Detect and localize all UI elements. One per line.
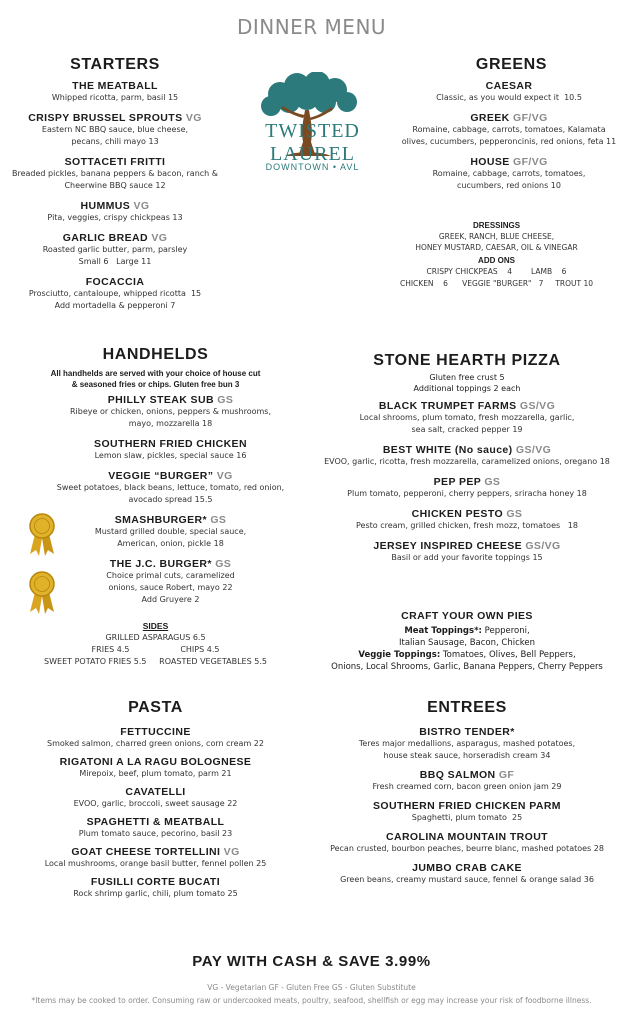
dressings-line-1: GREEK, RANCH, BLUE CHEESE, — [438, 232, 555, 241]
starters-list — [0, 80, 230, 320]
menu-item-name — [30, 558, 311, 570]
menu-item-description: Basil or add your favorite toppings 15 — [391, 553, 543, 562]
menu-item — [311, 476, 623, 500]
menu-item-description: Rock shrimp garlic, chili, plum tomato 25 — [73, 889, 238, 898]
menu-item — [0, 156, 230, 192]
pay-cash-banner: PAY WITH CASH & SAVE 3.99% — [192, 953, 431, 970]
pasta-section — [0, 699, 311, 717]
menu-item-title: CRISPY BRUSSEL SPROUTS — [28, 112, 183, 124]
dietary-tag: GF/VG — [513, 156, 548, 168]
dietary-tag: GS — [217, 394, 234, 406]
sides-section — [0, 621, 311, 668]
menu-item — [0, 786, 311, 810]
award-ribbon-icon — [25, 570, 59, 618]
veggie-toppings-text-2: Onions, Local Shrooms, Garlic, Banana Peppers, Cherry Peppers — [331, 662, 603, 672]
menu-item-description: Breaded pickles, banana peppers & bacon, ranch & — [11, 169, 219, 178]
menu-item-description: Add Gruyere 2 — [141, 595, 200, 604]
greens-section — [400, 56, 623, 74]
menu-item-name — [395, 156, 623, 168]
menu-item — [395, 156, 623, 192]
sides-line-1: GRILLED ASPARAGUS 6.5 — [105, 633, 206, 642]
dietary-tag: GS — [484, 476, 501, 488]
meat-toppings-text-2: Italian Sausage, Bacon, Chicken — [398, 638, 536, 648]
starters-heading: STARTERS — [70, 56, 160, 73]
menu-item — [311, 400, 623, 436]
award-ribbon-icon — [25, 512, 59, 560]
menu-item-description: Plum tomato, pepperoni, cherry peppers, sriracha honey 18 — [347, 489, 587, 498]
menu-item-title: THE MEATBALL — [72, 80, 158, 92]
menu-item — [311, 444, 623, 468]
handhelds-note-1: All handhelds are served with your choice of house cut — [50, 369, 261, 378]
dietary-tag: GS — [506, 508, 523, 520]
menu-item-title: CAROLINA MOUNTAIN TROUT — [385, 831, 548, 843]
menu-item-description: American, onion, pickle 18 — [117, 539, 224, 548]
handhelds-list — [30, 394, 311, 614]
menu-item-title: FETTUCCINE — [120, 726, 191, 738]
menu-item-description: pecans, chili mayo 13 — [71, 137, 159, 146]
sides-heading: SIDES — [142, 621, 169, 631]
greens-extras — [370, 220, 623, 290]
menu-item-description: cucumbers, red onions 10 — [457, 181, 561, 190]
menu-item — [0, 756, 311, 780]
menu-item-title: BISTRO TENDER* — [419, 726, 515, 738]
menu-item-name — [395, 80, 623, 92]
menu-item-description: Roasted garlic butter, parm, parsley — [42, 245, 188, 254]
menu-item — [311, 800, 623, 824]
menu-item-title: SPAGHETTI & MEATBALL — [86, 816, 225, 828]
menu-item — [30, 438, 311, 462]
craft-heading: CRAFT YOUR OWN PIES — [401, 610, 533, 622]
menu-item-title: VEGGIE “BURGER” — [108, 470, 214, 482]
menu-item-name — [0, 876, 311, 888]
menu-item-name — [0, 232, 230, 244]
menu-item-name — [311, 540, 623, 552]
menu-item — [0, 726, 311, 750]
dressings-heading: DRESSINGS — [472, 221, 521, 230]
menu-item-title: JUMBO CRAB CAKE — [412, 862, 522, 874]
menu-item-description: Romaine, cabbage, carrots, tomatoes, — [432, 169, 586, 178]
menu-item-title: SOUTHERN FRIED CHICKEN — [94, 438, 247, 450]
craft-pies — [311, 610, 623, 673]
menu-item — [311, 862, 623, 886]
dietary-tag: VG — [223, 846, 240, 858]
greens-heading: GREENS — [475, 56, 548, 73]
menu-item-title: RIGATONI A LA RAGU BOLOGNESE — [59, 756, 252, 768]
menu-item-title: PEP PEP — [433, 476, 482, 488]
menu-item-name — [311, 476, 623, 488]
menu-item-name — [0, 816, 311, 828]
menu-item-title: SMASHBURGER* — [114, 514, 207, 526]
menu-item-title: FOCACCIA — [85, 276, 145, 288]
meat-toppings-text-1: Pepperoni, — [484, 626, 530, 636]
dietary-tag: GS/VG — [525, 540, 561, 552]
menu-item — [0, 232, 230, 268]
starters-section — [0, 56, 230, 74]
menu-item-name — [395, 112, 623, 124]
menu-item-name — [0, 726, 311, 738]
menu-title: DINNER MENU — [236, 15, 387, 39]
menu-item-name — [0, 80, 230, 92]
menu-item-description: Prosciutto, cantaloupe, whipped ricotta 15 — [28, 289, 202, 298]
dietary-tag: GS/VG — [519, 400, 556, 412]
menu-item — [395, 80, 623, 104]
menu-item-description: EVOO, garlic, ricotta, fresh mozzarella, caramelized onions, oregano 18 — [324, 457, 610, 466]
menu-item-description: Pesto cream, grilled chicken, fresh mozz, tomatoes 18 — [356, 521, 578, 530]
menu-item-description: sea salt, cracked pepper 19 — [411, 425, 523, 434]
menu-item-description: Small 6 Large 11 — [78, 257, 152, 266]
menu-item-description: avocado spread 15.5 — [128, 495, 213, 504]
menu-item — [311, 831, 623, 855]
menu-item-title: CAESAR — [485, 80, 533, 92]
menu-item-description: Sweet potatoes, black beans, lettuce, tomato, red onion, — [56, 483, 285, 492]
menu-item-description: Green beans, creamy mustard sauce, fennel & orange salad 36 — [340, 875, 594, 884]
dietary-tag: VG — [216, 470, 233, 482]
menu-item-name — [311, 726, 623, 738]
menu-item-title: FUSILLI CORTE BUCATI — [90, 876, 221, 888]
menu-item — [311, 769, 623, 793]
menu-item-title: BBQ SALMON — [419, 769, 496, 781]
dietary-tag: GS — [215, 558, 232, 570]
menu-item — [311, 726, 623, 762]
menu-item-title: CHICKEN PESTO — [411, 508, 504, 520]
entrees-list — [311, 726, 623, 893]
menu-item-name — [311, 862, 623, 874]
menu-item-description: Whipped ricotta, parm, basil 15 — [51, 93, 179, 102]
menu-item-name — [30, 394, 311, 406]
menu-item — [0, 846, 311, 870]
menu-item-description: EVOO, garlic, broccoli, sweet sausage 22 — [73, 799, 238, 808]
menu-item-description: Local shrooms, plum tomato, fresh mozzarella, garlic, — [359, 413, 575, 422]
menu-item-title: HOUSE — [470, 156, 510, 168]
menu-item-name — [0, 156, 230, 168]
menu-item — [395, 112, 623, 148]
menu-item-title: SOUTHERN FRIED CHICKEN PARM — [373, 800, 561, 812]
brand-location: DOWNTOWN • AVL — [265, 162, 360, 172]
pizza-note-1: Gluten free crust 5 — [429, 373, 505, 382]
dietary-legend: VG - Vegetarian GF - Gluten Free GS - Gluten Substitute — [207, 983, 416, 992]
menu-item-description: Lemon slaw, pickles, special sauce 16 — [94, 451, 247, 460]
sides-line-3: SWEET POTATO FRIES 5.5 ROASTED VEGETABLES 5.5 — [44, 657, 267, 666]
menu-item — [311, 540, 623, 564]
menu-item-title: BEST WHITE (No sauce) — [382, 444, 513, 456]
meat-toppings — [311, 625, 623, 637]
menu-item-description: Choice primal cuts, caramelized — [106, 571, 235, 580]
menu-item-description: house steak sauce, horseradish cream 34 — [383, 751, 551, 760]
dietary-tag: VG — [185, 112, 202, 124]
menu-item-name — [0, 276, 230, 288]
menu-item — [0, 876, 311, 900]
menu-item — [0, 80, 230, 104]
menu-item-description: olives, cucumbers, pepperoncinis, red onions, feta 11 — [401, 137, 617, 146]
menu-item-description: Eastern NC BBQ sauce, blue cheese, — [41, 125, 189, 134]
menu-item — [0, 200, 230, 224]
menu-item-name — [311, 831, 623, 843]
menu-item-name — [0, 756, 311, 768]
menu-item — [0, 112, 230, 148]
pasta-heading: PASTA — [128, 699, 183, 716]
menu-item-title: JERSEY INSPIRED CHEESE — [373, 540, 523, 552]
dietary-tag: GS — [210, 514, 227, 526]
menu-item-name — [30, 514, 311, 526]
menu-item-name — [311, 800, 623, 812]
sides-line-2: FRIES 4.5 CHIPS 4.5 — [91, 645, 220, 654]
menu-item — [30, 514, 311, 550]
menu-item-description: Mirepoix, beef, plum tomato, parm 21 — [79, 769, 232, 778]
menu-item-description: Fresh creamed corn, bacon green onion jam 29 — [372, 782, 562, 791]
menu-item-title: SOTTACETI FRITTI — [64, 156, 166, 168]
dietary-tag: GF — [498, 769, 515, 781]
dietary-tag: GF/VG — [513, 112, 548, 124]
dietary-tag: GS/VG — [515, 444, 552, 456]
menu-item-title: PHILLY STEAK SUB — [107, 394, 214, 406]
menu-item-title: BLACK TRUMPET FARMS — [378, 400, 517, 412]
menu-item-description: Romaine, cabbage, carrots, tomatoes, Kalamata — [412, 125, 606, 134]
menu-item-description: Teres major medallions, asparagus, mashed potatoes, — [358, 739, 576, 748]
menu-item-title: GARLIC BREAD — [62, 232, 148, 244]
disclaimer: *Items may be cooked to order. Consuming raw or undercooked meats, poultry, seafood, shellfish or egg may increase your risk of foodborne illness. — [31, 996, 592, 1005]
menu-item-description: Cheerwine BBQ sauce 12 — [64, 181, 166, 190]
meat-toppings-label: Meat Toppings*: — [404, 626, 482, 636]
menu-item-title: GOAT CHEESE TORTELLINI — [71, 846, 221, 858]
dressings-line-2: HONEY MUSTARD, CAESAR, OIL & VINEGAR — [415, 243, 578, 252]
pasta-list — [0, 726, 311, 906]
addons-line-1: CRISPY CHICKPEAS 4 LAMB 6 — [426, 267, 567, 276]
menu-item — [0, 276, 230, 312]
veggie-toppings — [311, 649, 623, 661]
menu-item-description: Local mushrooms, orange basil butter, fennel pollen 25 — [44, 859, 267, 868]
brand-logo — [225, 72, 400, 182]
menu-item-name — [0, 200, 230, 212]
menu-item — [0, 816, 311, 840]
menu-item-name — [30, 438, 311, 450]
menu-item — [30, 394, 311, 430]
menu-item — [30, 470, 311, 506]
menu-item-description: Pita, veggies, crispy chickpeas 13 — [47, 213, 183, 222]
pizza-section — [311, 352, 623, 394]
addons-line-2: CHICKEN 6 VEGGIE "BURGER" 7 TROUT 10 — [399, 279, 594, 288]
greens-list — [395, 80, 623, 200]
handhelds-note-2: & seasoned fries or chips. Gluten free bun 3 — [71, 380, 240, 389]
menu-item-description: Mustard grilled double, special sauce, — [94, 527, 247, 536]
menu-item-name — [311, 769, 623, 781]
menu-item-name — [0, 786, 311, 798]
pizza-heading: STONE HEARTH PIZZA — [373, 352, 561, 369]
menu-item-name — [311, 444, 623, 456]
pizza-note-2: Additional toppings 2 each — [413, 384, 521, 393]
menu-item-title: HUMMUS — [80, 200, 131, 212]
pizza-list — [311, 400, 623, 572]
dietary-tag: VG — [151, 232, 168, 244]
menu-item-name — [0, 846, 311, 858]
menu-item-description: onions, sauce Robert, mayo 22 — [108, 583, 233, 592]
menu-item-description: Smoked salmon, charred green onions, corn cream 22 — [47, 739, 264, 748]
menu-item — [30, 558, 311, 606]
veggie-toppings-text-1: Tomatoes, Olives, Bell Peppers, — [442, 650, 576, 660]
menu-item — [311, 508, 623, 532]
menu-item-name — [311, 508, 623, 520]
menu-item-description: Pecan crusted, bourbon peaches, beurre blanc, mashed potatoes 28 — [330, 844, 604, 853]
brand-name: TWISTED LAUREL — [265, 120, 360, 165]
dietary-tag: VG — [133, 200, 150, 212]
veggie-toppings-label: Veggie Toppings: — [358, 650, 441, 660]
entrees-heading: ENTREES — [427, 699, 507, 716]
menu-item-description: Spaghetti, plum tomato 25 — [411, 813, 523, 822]
menu-item-title: GREEK — [470, 112, 510, 124]
handhelds-section — [0, 346, 311, 390]
menu-item-description: Classic, as you would expect it 10.5 — [436, 93, 582, 102]
menu-item-title: THE J.C. BURGER* — [109, 558, 212, 570]
menu-item-description: mayo, mozzarella 18 — [128, 419, 213, 428]
menu-item-name — [311, 400, 623, 412]
menu-item-description: Add mortadella & pepperoni 7 — [54, 301, 176, 310]
menu-item-name — [0, 112, 230, 124]
handhelds-heading: HANDHELDS — [102, 346, 209, 363]
menu-item-name — [30, 470, 311, 482]
entrees-section — [311, 699, 623, 717]
menu-item-description: Ribeye or chicken, onions, peppers & mushrooms, — [70, 407, 271, 416]
addons-heading: ADD ONS — [478, 256, 515, 265]
menu-item-title: CAVATELLI — [125, 786, 186, 798]
menu-item-description: Plum tomato sauce, pecorino, basil 23 — [78, 829, 233, 838]
